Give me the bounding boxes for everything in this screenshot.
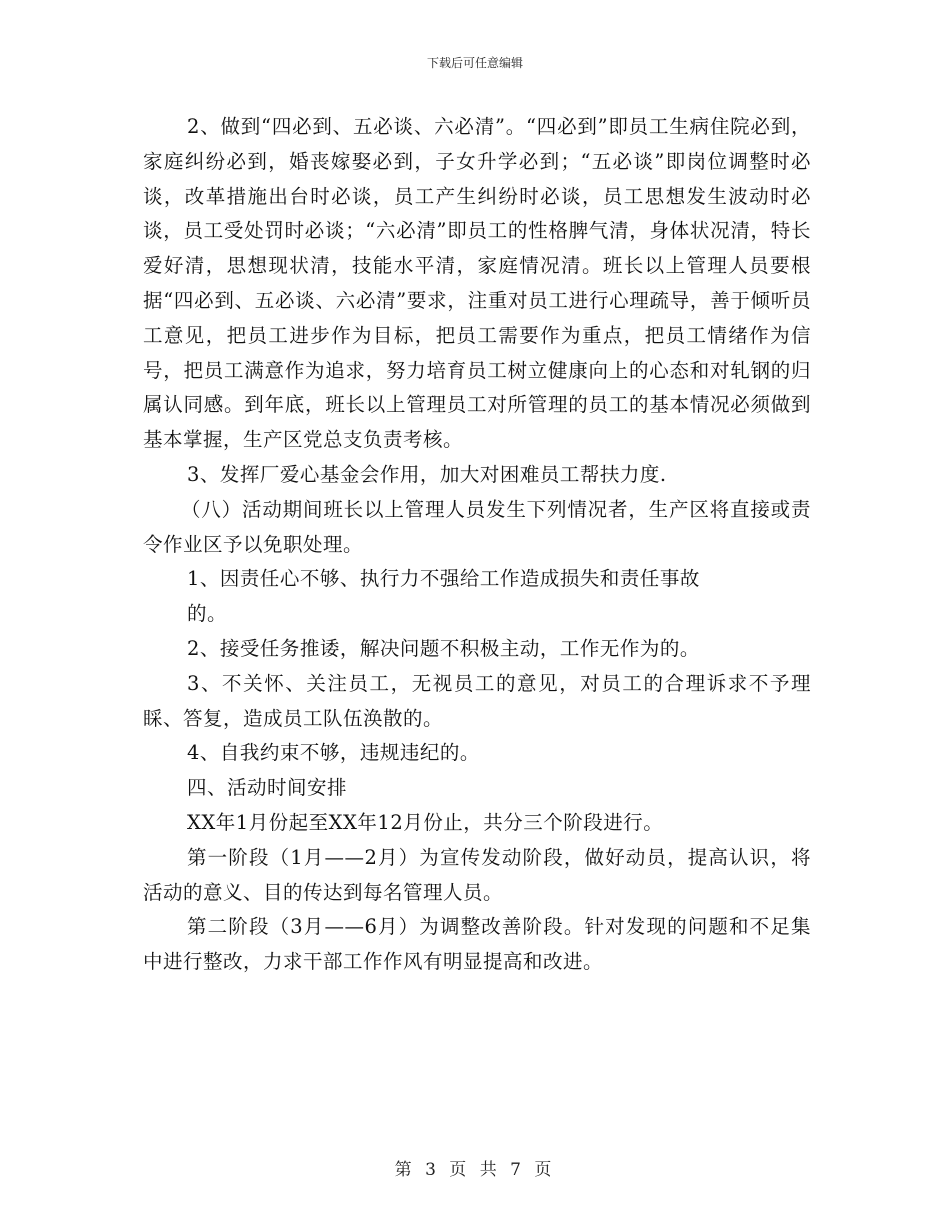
list-item-2: 2、接受任务推诿，解决问题不积极主动，工作无作为的。 [187, 636, 700, 660]
paragraph-phase-one: 第一阶段（1月——2月）为宣传发动阶段，做好动员，提高认识，将活动的意义、目的传达到每名管理人员。 [143, 845, 811, 904]
list-item-3: 3、不关怀、关注员工，无视员工的意见，对员工的合理诉求不予理睬、答复，造成员工队伍涣散的。 [143, 671, 811, 730]
paragraph-phase-two: 第二阶段（3月——6月）为调整改善阶段。针对发现的问题和不足集中进行整改，力求干部工作作风有明显提高和改进。 [143, 915, 811, 974]
list-item-1: 1、因责任心不够、执行力不强给工作造成损失和责任事故 [187, 567, 700, 591]
paragraph-four-musts: 2、做到“四必到、五必谈、六必清”。“四必到”即员工生病住院必到，家庭纠纷必到，婚丧嫁娶必到，子女升学必到；“五必谈”即岗位调整时必谈，改革措施出台时必谈，员工产生纠纷时必谈，员工思想发生波动时必谈，员工受处罚时必谈；“六必清”即员工的性格脾气清，身体状况清，特长爱好清，思想现状清，技能水平清，家庭情况清。班长以上管理人员要根据“四必到、五必谈、六必清”要求，注重对员工进行心理疏导，善于倾听员工意见，把员工进步作为目标，把员工需要作为重点，把员工情绪作为信号，把员工满意作为追求，努力培育员工树立健康向上的心态和对轧钢的归属认同感。到年底，班长以上管理员工对所管理的员工的基本情况必须做到基本掌握，生产区党总支负责考核。 [143, 115, 811, 452]
document-body [143, 110, 811, 980]
page-header: 下载后可任意编辑 [426, 56, 523, 70]
list-item-4: 4、自我约束不够，违规违纪的。 [187, 741, 480, 765]
list-item-1-continuation: 的。 [187, 602, 228, 626]
section-heading-schedule: 四、活动时间安排 [187, 776, 348, 800]
paragraph-schedule-overview: XX年1月份起至XX年12月份止，共分三个阶段进行。 [187, 810, 664, 834]
paragraph-section-eight: （八）活动期间班长以上管理人员发生下列情况者，生产区将直接或责令作业区予以免职处理。 [143, 497, 811, 556]
page-footer: 第 3 页 共 7 页 [394, 1160, 556, 1180]
paragraph-love-fund: 3、发挥厂爱心基金会作用，加大对困难员工帮扶力度. [187, 462, 667, 486]
